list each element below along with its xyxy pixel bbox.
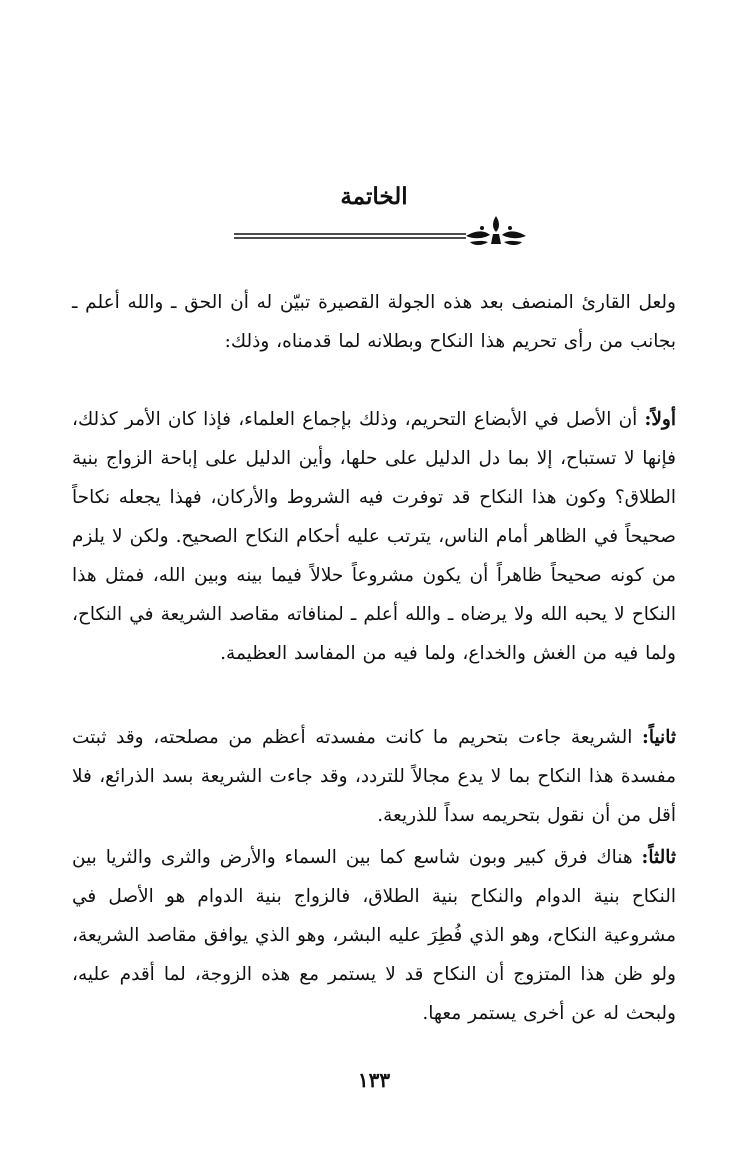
point-1-lead: أولاً: xyxy=(644,409,676,430)
point-1-paragraph xyxy=(72,400,676,673)
page-number: ١٣٣ xyxy=(357,1068,391,1092)
book-page xyxy=(72,0,676,1169)
point-3-paragraph xyxy=(72,838,676,1033)
chapter-title: الخاتمة xyxy=(340,183,408,210)
point-3-text: هناك فرق كبير وبون شاسع كما بين السماء والأرض والثرى والثريا بين النكاح بنية الدوام والنكاح بنية الطلاق، فالزواج بنية الدوام هو الأصل في مشروعية النكاح، وهو الذي فُطِرَ عليه البشر، وهو الذي يوافق مقاصد الشريعة، ولو ظن هذا المتزوج أن النكاح قد لا يستمر مع هذه الزوجة، لما أقدم عليه، ولبحث له عن أخرى يستمر معها. xyxy=(72,847,676,1024)
point-1-text: أن الأصل في الأبضاع التحريم، وذلك بإجماع العلماء، فإذا كان الأمر كذلك، فإنها لا تستباح، إلا بما دل الدليل على حلها، وأين الدليل على إباحة الزواج بنية الطلاق؟ وكون هذا النكاح قد توفرت فيه الشروط والأركان، فهذا يجعله نكاحاً صحيحاً في الظاهر أمام الناس، يترتب عليه أحكام النكاح الصحيح. ولكن لا يلزم من كونه صحيحاً ظاهراً أن يكون مشروعاً حلالاً فيما بينه وبين الله، فمثل هذا النكاح لا يحبه الله ولا يرضاه ـ والله أعلم ـ لمنافاته مقاصد الشريعة في النكاح، ولما فيه من الغش والخداع، ولما فيه من المفاسد العظيمة. xyxy=(72,409,676,664)
point-2-paragraph xyxy=(72,718,676,835)
point-2-lead: ثانياً: xyxy=(642,727,676,748)
point-3-lead: ثالثاً: xyxy=(641,847,676,868)
point-2-text: الشريعة جاءت بتحريم ما كانت مفسدته أعظم من مصلحته، وقد ثبتت مفسدة هذا النكاح بما لا يدع مجالاً للتردد، وقد جاءت الشريعة بسد الذرائع، فلا أقل من أن نقول بتحريمه سداً للذريعة. xyxy=(72,727,676,826)
title-ornament-divider-icon xyxy=(234,214,532,246)
intro-paragraph: ولعل القارئ المنصف بعد هذه الجولة القصيرة تبيّن له أن الحق ـ والله أعلم ـ بجانب من رأى تحريم هذا النكاح وبطلانه لما قدمناه، وذلك: xyxy=(72,292,676,352)
